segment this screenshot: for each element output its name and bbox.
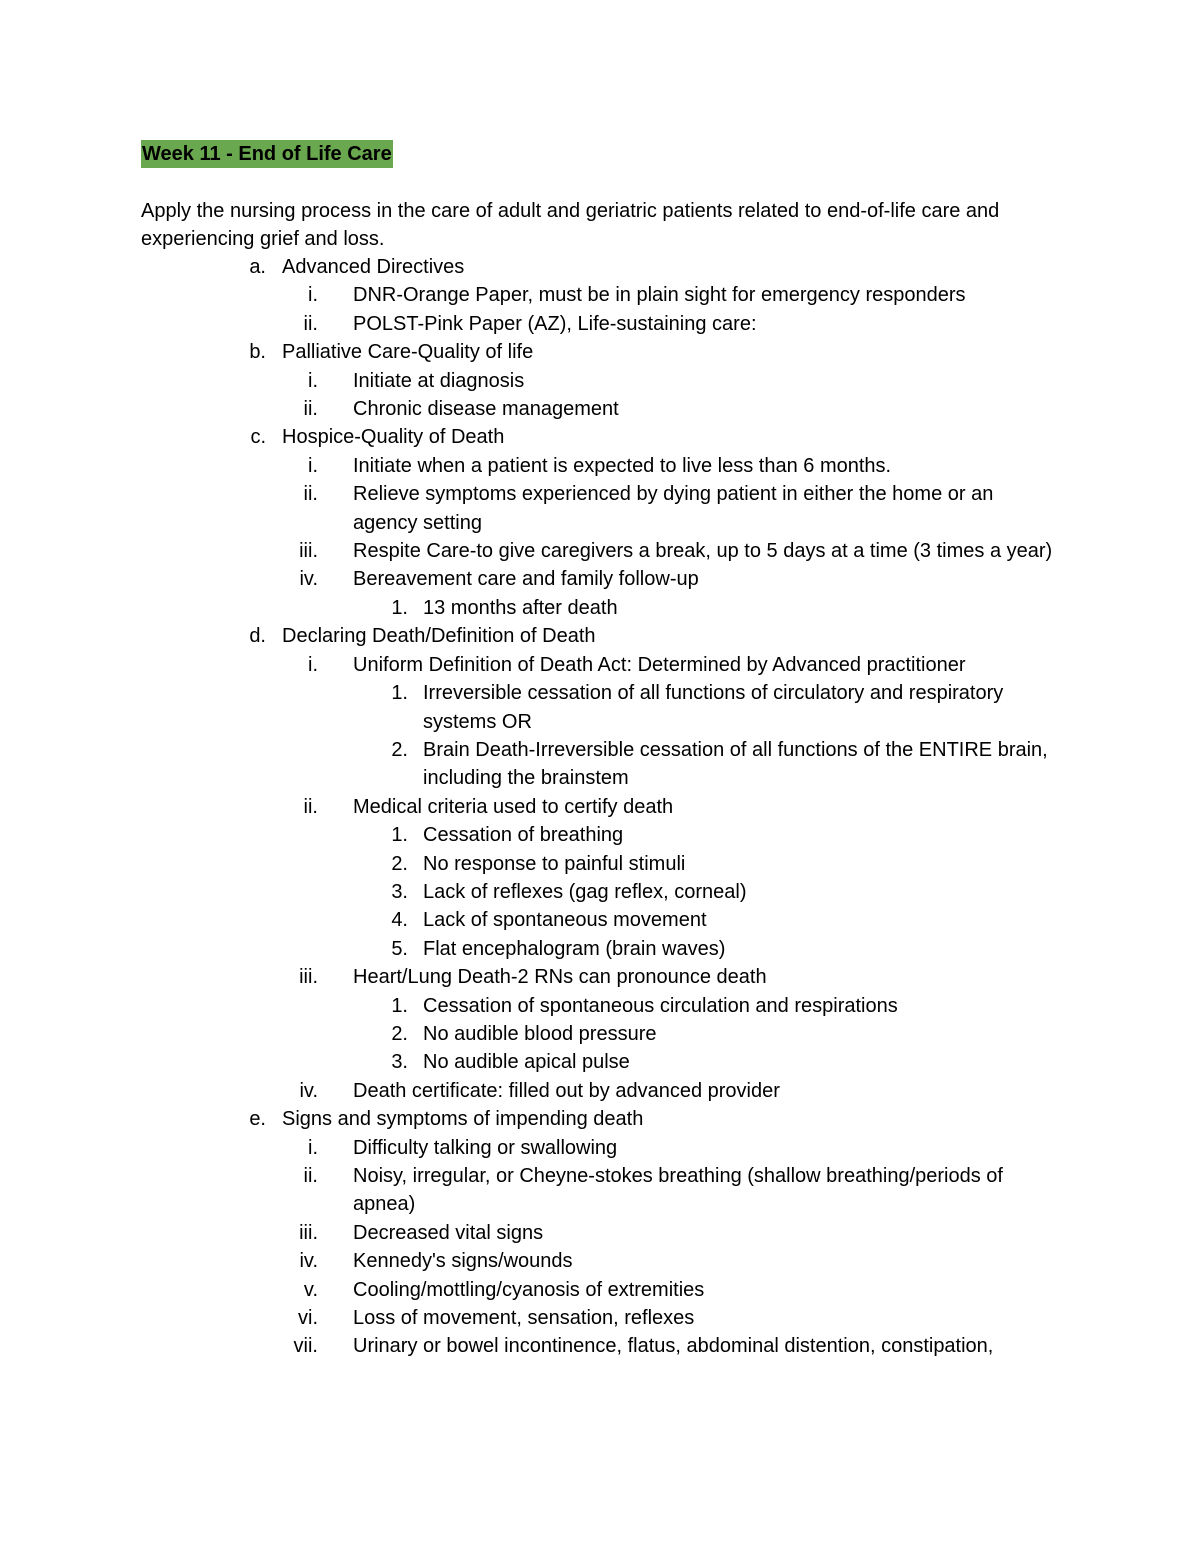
list-item-text: Urinary or bowel incontinence, flatus, abdominal distention, constipation, — [353, 1335, 994, 1358]
outline-item-level-2 — [0, 537, 1200, 565]
list-item-text: No response to painful stimuli — [423, 852, 686, 875]
list-marker: 3. — [391, 880, 408, 903]
list-marker: ii. — [303, 483, 318, 506]
list-marker: vi. — [298, 1307, 318, 1330]
list-item-text: No audible apical pulse — [423, 1051, 630, 1074]
list-item-text: Difficulty talking or swallowing — [353, 1136, 618, 1159]
list-marker: e. — [249, 1108, 266, 1131]
list-marker: iv. — [299, 1250, 318, 1273]
list-marker: 3. — [391, 1051, 408, 1074]
list-marker: iii. — [299, 540, 318, 563]
outline-item-level-3 — [0, 1048, 1200, 1076]
list-marker: 1. — [391, 824, 408, 847]
list-marker: iii. — [299, 1221, 318, 1244]
list-marker: d. — [249, 625, 266, 648]
outline-item-level-3 — [0, 935, 1200, 963]
list-item-text: POLST-Pink Paper (AZ), Life-sustaining care: — [353, 312, 757, 335]
outline-item-level-1 — [0, 423, 1200, 451]
list-item-text: Death certificate: filled out by advanced provider — [353, 1079, 780, 1102]
list-item-text: Kennedy's signs/wounds — [353, 1250, 573, 1273]
outline-item-level-2 — [0, 1247, 1200, 1275]
list-item-text: Relieve symptoms experienced by dying patient in either the home or an agency setting — [353, 483, 994, 534]
list-marker: 1. — [391, 682, 408, 705]
list-item-text: Cessation of breathing — [423, 824, 624, 847]
outline-item-level-3 — [0, 906, 1200, 934]
outline-item-level-2 — [0, 1276, 1200, 1304]
outline-item-level-2 — [0, 651, 1200, 679]
list-marker: b. — [249, 341, 266, 364]
list-marker: 1. — [391, 994, 408, 1017]
outline-item-level-3 — [0, 821, 1200, 849]
list-item-text: DNR-Orange Paper, must be in plain sight for emergency responders — [353, 284, 966, 307]
list-marker: 5. — [391, 937, 408, 960]
outline-list — [0, 253, 1200, 1361]
outline-item-level-2 — [0, 1134, 1200, 1162]
outline-item-level-3 — [0, 594, 1200, 622]
list-item-text: Bereavement care and family follow-up — [353, 568, 699, 591]
list-item-text: Advanced Directives — [282, 256, 465, 278]
outline-item-level-2 — [0, 480, 1200, 537]
outline-item-level-1 — [0, 338, 1200, 366]
list-marker: iv. — [299, 568, 318, 591]
list-marker: iii. — [299, 966, 318, 989]
outline-item-level-3 — [0, 878, 1200, 906]
page-title: Week 11 - End of Life Care — [141, 140, 393, 168]
list-item-text: Lack of spontaneous movement — [423, 909, 707, 932]
outline-item-level-3 — [0, 850, 1200, 878]
outline-item-level-2 — [0, 1077, 1200, 1105]
outline-item-level-1 — [0, 253, 1200, 281]
list-marker: i. — [308, 1136, 318, 1159]
outline-item-level-3 — [0, 992, 1200, 1020]
outline-item-level-2 — [0, 310, 1200, 338]
list-item-text: Hospice-Quality of Death — [282, 426, 505, 449]
list-item-text: Chronic disease management — [353, 398, 619, 421]
outline-item-level-3 — [0, 736, 1200, 793]
outline-item-level-2 — [0, 452, 1200, 480]
outline-item-level-1 — [0, 622, 1200, 650]
title-container — [141, 140, 393, 168]
list-marker: v. — [303, 1278, 318, 1301]
list-item-text: Respite Care-to give caregivers a break, up to 5 days at a time (3 times a year) — [353, 540, 1053, 563]
list-item-text: Cessation of spontaneous circulation and respirations — [423, 994, 898, 1017]
list-marker: ii. — [303, 312, 318, 335]
list-item-text: 13 months after death — [423, 596, 618, 619]
list-item-text: Decreased vital signs — [353, 1221, 544, 1244]
list-item-text: Initiate when a patient is expected to live less than 6 months. — [353, 454, 892, 477]
list-marker: c. — [250, 426, 266, 449]
outline-item-level-1 — [0, 1105, 1200, 1133]
list-item-text: Irreversible cessation of all functions of circulatory and respiratory systems OR — [423, 682, 1004, 733]
outline-item-level-2 — [0, 281, 1200, 309]
intro-paragraph: Apply the nursing process in the care of adult and geriatric patients related to end-of-life care and experiencing grief and loss. — [141, 200, 1000, 251]
list-marker: 4. — [391, 909, 408, 932]
list-marker: 1. — [391, 596, 408, 619]
outline-item-level-3 — [0, 1020, 1200, 1048]
list-item-text: Noisy, irregular, or Cheyne-stokes breathing (shallow breathing/periods of apnea) — [353, 1165, 1003, 1216]
outline-item-level-2 — [0, 395, 1200, 423]
list-item-text: Signs and symptoms of impending death — [282, 1108, 644, 1131]
list-marker: 2. — [391, 1022, 408, 1045]
list-marker: i. — [308, 653, 318, 676]
list-marker: 2. — [391, 852, 408, 875]
list-item-text: Initiate at diagnosis — [353, 369, 525, 392]
outline-item-level-2 — [0, 963, 1200, 991]
list-item-text: Medical criteria used to certify death — [353, 795, 674, 818]
list-item-text: Heart/Lung Death-2 RNs can pronounce death — [353, 966, 767, 989]
list-marker: i. — [308, 369, 318, 392]
list-item-text: Palliative Care-Quality of life — [282, 341, 534, 364]
list-item-text: Flat encephalogram (brain waves) — [423, 937, 726, 960]
outline-item-level-2 — [0, 1162, 1200, 1219]
list-marker: ii. — [303, 398, 318, 421]
list-item-text: Declaring Death/Definition of Death — [282, 625, 596, 648]
outline-item-level-2 — [0, 1219, 1200, 1247]
list-marker: ii. — [303, 1165, 318, 1187]
list-marker: i. — [308, 284, 318, 307]
list-item-text: No audible blood pressure — [423, 1022, 657, 1045]
list-item-text: Brain Death-Irreversible cessation of all functions of the ENTIRE brain, including the brainstem — [423, 738, 1048, 790]
outline-item-level-2 — [0, 793, 1200, 821]
outline-item-level-2 — [0, 565, 1200, 593]
list-item-text: Lack of reflexes (gag reflex, corneal) — [423, 880, 747, 903]
list-item-text: Uniform Definition of Death Act: Determined by Advanced practitioner — [353, 653, 966, 676]
list-item-text: Loss of movement, sensation, reflexes — [353, 1307, 695, 1330]
list-item-text: Cooling/mottling/cyanosis of extremities — [353, 1278, 705, 1301]
outline-item-level-2 — [0, 1304, 1200, 1332]
list-marker: iv. — [299, 1079, 318, 1102]
outline-item-level-2 — [0, 367, 1200, 395]
list-marker: a. — [249, 256, 266, 278]
outline-item-level-2 — [0, 1332, 1200, 1360]
list-marker: i. — [308, 454, 318, 477]
list-marker: vii. — [293, 1335, 318, 1358]
outline-item-level-3 — [0, 679, 1200, 736]
list-marker: 2. — [391, 738, 408, 761]
list-marker: ii. — [303, 795, 318, 818]
